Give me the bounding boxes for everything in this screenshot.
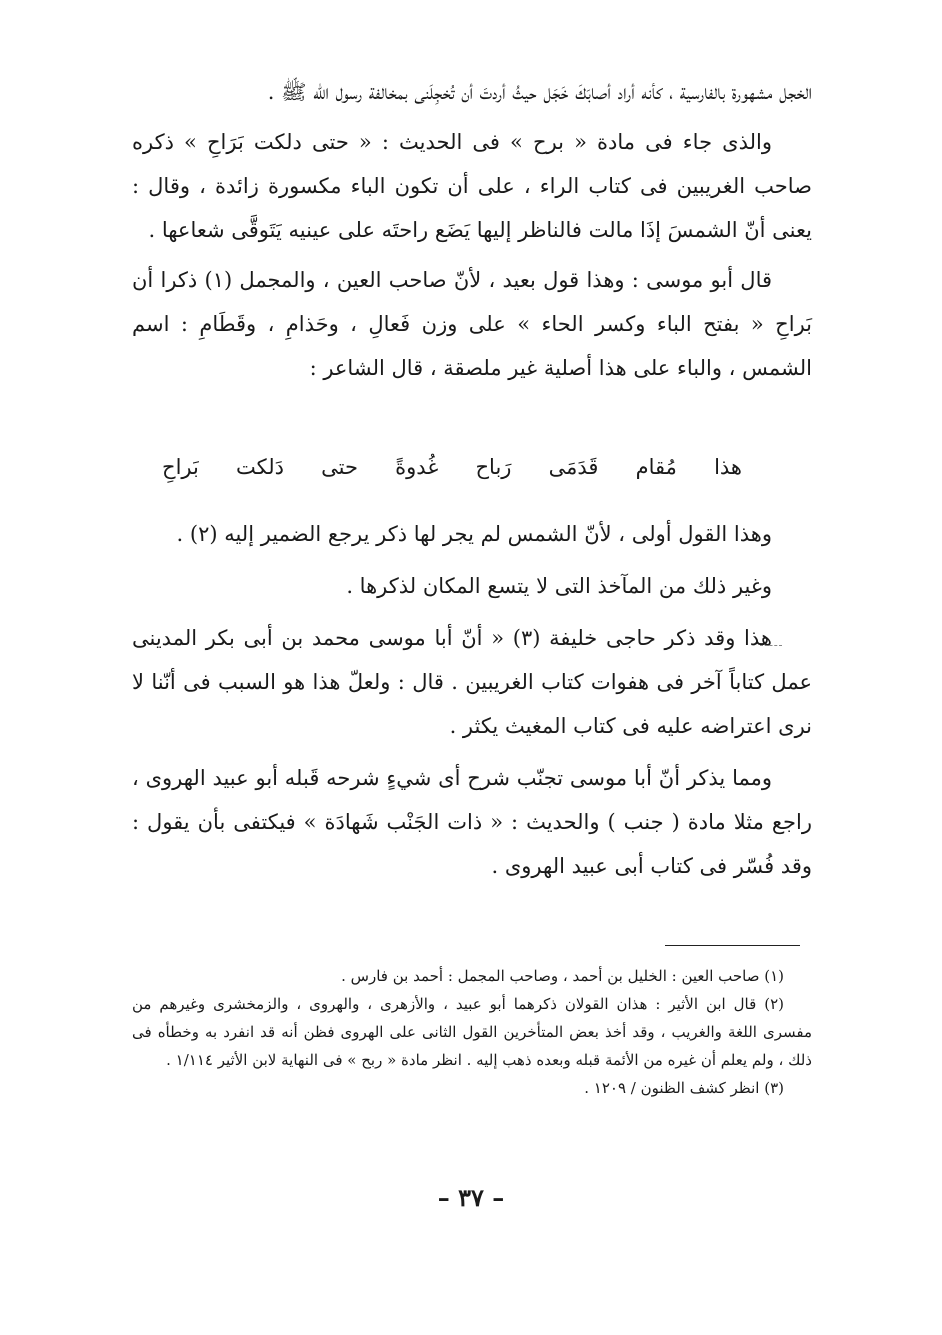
paragraph-4 bbox=[132, 512, 812, 556]
main-text-top bbox=[132, 70, 812, 390]
verse-word: دَلكت bbox=[236, 455, 284, 479]
footnote-3: (٣) انظر كشف الظنون / ١٢٠٩ . bbox=[584, 1079, 784, 1097]
paragraph-text: قال أبو موسى : وهذا قول بعيد ، لأنّ صاحب العين ، والمجمل (١) ذكرا أن بَراحِ « بفتح الباء وكسر الحاء » على وزن فَعالِ ، وحَذامِ ، وقَطَامِ : اسم الشمس ، والباء على هذا أصلية غير ملصقة ، قال الشاعر : bbox=[132, 268, 812, 380]
paragraph-text: وهذا القول أولى ، لأنّ الشمس لم يجر لها ذكر يرجع الضمير إليه (٢) . bbox=[176, 522, 772, 546]
verse-word: مُقام bbox=[635, 455, 677, 479]
paragraph-3 bbox=[132, 258, 812, 390]
verse-word: هذا bbox=[714, 455, 742, 479]
paragraph-text: وغير ذلك من المآخذ التى لا يتسع المكان لذكرها . bbox=[346, 574, 772, 598]
footnote-2: (٢) قال ابن الأثير : هذان القولان ذكرهما أبو عبيد ، والأزهرى ، والهروى ، والزمخشرى وغيرهم من مفسرى اللغة والغريب ، وقد أخذ بعض المتأخرين القول الثانى على الهروى فظن أنه قد انفرد به وخطأه فى ذلك ، ولم يعلم أن غيره من الأئمة قبله وبعده ذهب إليه . انظر مادة « ربح » فى النهاية لابن الأثير ١/١١٤ . bbox=[132, 995, 812, 1069]
verse-word: غُدوةً bbox=[395, 455, 439, 479]
verse-word: حتى bbox=[321, 455, 358, 479]
verse-word: قَدَمَى bbox=[548, 455, 599, 479]
paragraph-6 bbox=[132, 616, 812, 748]
paragraph-5 bbox=[132, 564, 812, 608]
paragraph-text: هذا وقد ذكر حاجى خليفة (٣) « أنّ أبا موسى محمد بن أبى بكر المدينى عمل كتاباً آخر فى هفوات كتاب الغريبين . قال : ولعلّ هذا هو السبب فى أنّنا لا نرى اعتراضه عليه فى كتاب المغيث يكثر . bbox=[132, 626, 812, 738]
paragraph-1 bbox=[132, 70, 812, 114]
page-number: – ٣٧ – bbox=[437, 1183, 505, 1212]
paragraph-text: الخجل مشهورة بالفارسية ، كأنه أراد أصابَكَ خَجَل حيثُ أردتَ أن تُخجِلَنى بمخالفة رسول الله ﷺ . bbox=[267, 80, 812, 104]
paragraph-text: ومما يذكر أنّ أبا موسى تجنّب شرح أى شيءٍ شرحه قَبله أبو عبيد الهروى ، راجع مثلا مادة ( جنب ) والحديث : « ذات الجَنْب شَهادَة » فيكتفى بأن يقول : وقد فُسّر فى كتاب أبى عبيد الهروى . bbox=[132, 766, 812, 878]
poetry-verse bbox=[162, 455, 742, 479]
footnote-divider bbox=[665, 945, 800, 946]
margin-mark bbox=[760, 645, 782, 646]
paragraph-2 bbox=[132, 120, 812, 252]
verse-word: بَراحِ bbox=[162, 455, 199, 479]
paragraph-text: والذى جاء فى مادة « برح » فى الحديث : « حتى دلكت بَرَاحِ » ذكره صاحب الغريبين فى كتاب الراء ، على أن تكون الباء مكسورة زائدة ، وقال : يعنى أنّ الشمسَ إذَا مالت فالناظر إليها يَضَع راحتَه على عينيه يَتَوقَّى شعاعها . bbox=[132, 130, 812, 242]
footnote-1: (١) صاحب العين : الخليل بن أحمد ، وصاحب المجمل : أحمد بن فارس . bbox=[341, 967, 784, 985]
footnotes bbox=[132, 962, 812, 1102]
verse-word: رَباح bbox=[475, 455, 512, 479]
paragraph-7 bbox=[132, 756, 812, 888]
main-text-bottom bbox=[132, 512, 812, 888]
